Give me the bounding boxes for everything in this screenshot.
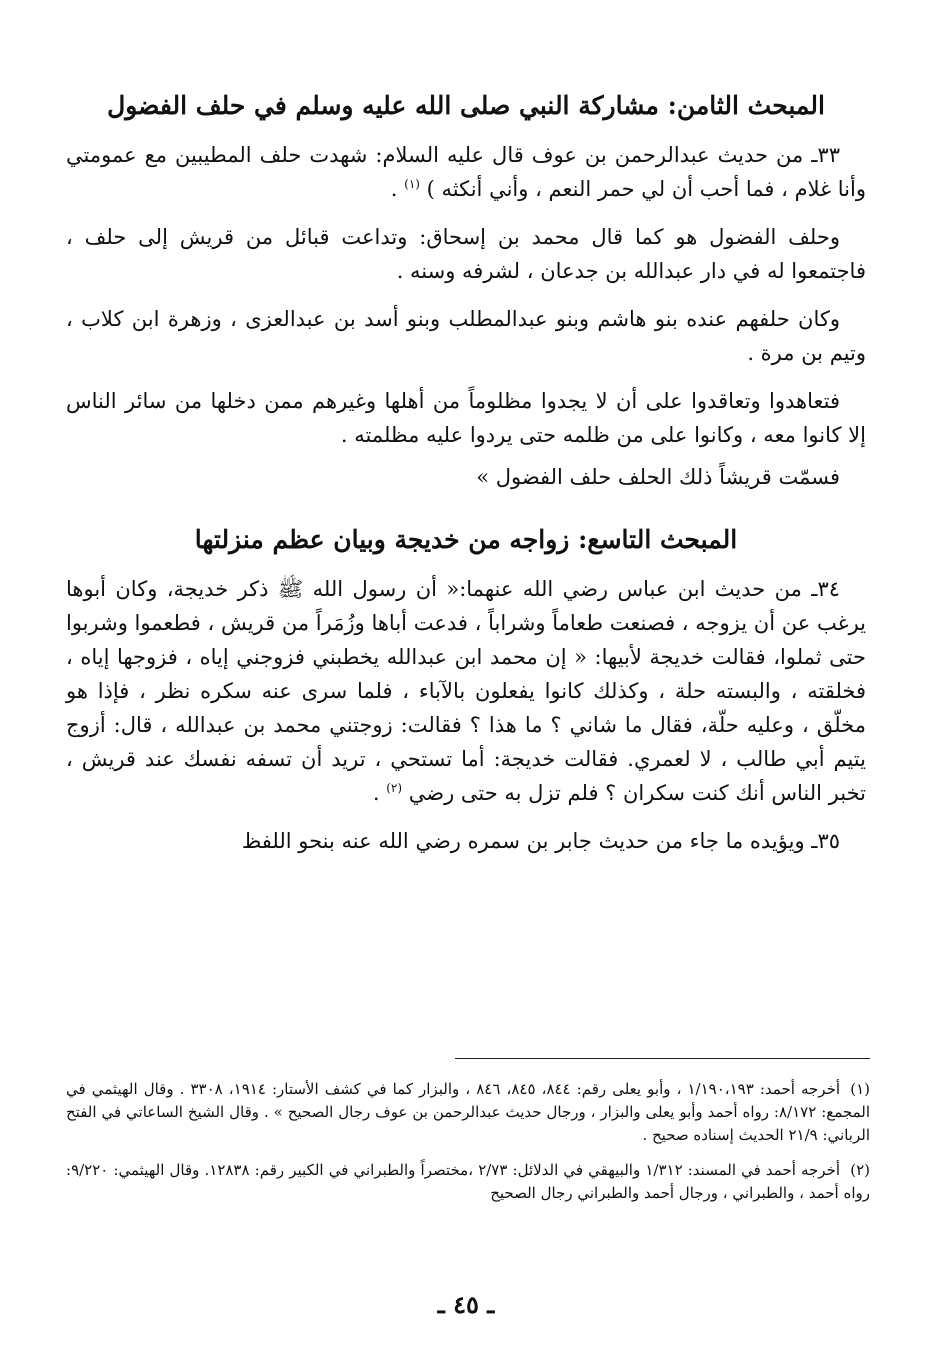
footnote-number: (١) [850,1080,871,1098]
paragraph-hilf-definition: وحلف الفضول هو كما قال محمد بن إسحاق: وتداعت قبائل من قريش إلى حلف ، فاجتمعوا له في دار عبدالله بن جدعان ، لشرفه وسنه . [66,225,866,283]
footnote-1 [66,1078,870,1147]
footnote-ref-2: (٢) [386,781,403,795]
section-heading-9: المبحث التاسع: زواجه من خديجة وبيان عظم منزلتها [194,525,738,554]
footnote-number: (٢) [850,1161,871,1179]
hadith-33-end: . [390,177,398,201]
paragraph-hilf-members: وكان حلفهم عنده بنو هاشم وبنو عبدالمطلب وبنو أسد بن عبدالعزى ، وزهرة ابن كلاب ، وتيم بن مرة . [66,307,866,365]
footnote-2 [66,1159,870,1205]
hadith-33-text: ٣٣ـ من حديث عبدالرحمن بن عوف قال عليه السلام: شهدت حلف المطيبين مع عمومتي وأنا غلام ، فما أحب أن لي حمر النعم ، وأني أنكثه ) [66,143,866,201]
section-heading-8: المبحث الثامن: مشاركة النبي صلى الله عليه وسلم في حلف الفضول [107,91,825,120]
page-body [66,84,866,872]
footnote-text: أخرجه أحمد: ١/١٩٠،١٩٣ ، وأبو يعلى رقم: ٨٤٤، ٨٤٥، ٨٤٦ ، والبزار كما في كشف الأستار: ١٩١٤، ٣٣٠٨ . وقال الهيثمي في المجمع: ٨/١٧٢: رواه أحمد وأبو يعلى والبزار ، ورجال حديث عبدالرحمن بن عوف رجال الصحيح » . وقال الشيخ الساعاتي في الفتح الرباني: ٢١/٩ الحديث إسناده صحيح . [66,1080,870,1144]
hadith-34-text: ٣٤ـ من حديث ابن عباس رضي الله عنهما:« أن رسول الله ﷺ ذكر خديجة، وكان أبوها يرغب عن أن يزوجه ، فصنعت طعاماً وشراباً ، فدعت أباها وزُمَراً من قريش ، فطعموا وشربوا حتى ثملوا، فقالت خديجة لأبيها: « إن محمد ابن عبدالله يخطبني فزوجني إياه ، فزوجها إياه ، فخلقته ، والبسته حلة ، وكذلك كانوا يفعلون بالآباء ، فلما سرى عنه سكره نظر ، فإذا هو مخلّق ، وعليه حلّة، فقال ما شاني ؟ ما هذا ؟ فقالت: زوجتني محمد بن عبدالله ، قال: أزوج يتيم أبي طالب ، لا لعمري. فقالت خديجة: أما تستحي ، تريد أن تسفه نفسك عند قريش ، تخبر الناس أنك كنت سكران ؟ فلم تزل به حتى رضي [66,577,866,805]
hadith-34-end: . [372,781,380,805]
footnote-ref-1: (١) [404,177,420,191]
footnote-separator [455,1058,870,1059]
paragraph-hilf-named: فسمّت قريشاً ذلك الحلف حلف الفضول » [476,465,840,489]
page-number: ـ ٤٥ ـ [437,1290,495,1319]
footnotes [66,1078,870,1217]
paragraph-hadith-35: ٣٥ـ ويؤيده ما جاء من حديث جابر بن سمره رضي الله عنه بنحو اللفظ [241,829,840,853]
footnote-text: أخرجه أحمد في المسند: ١/٣١٢ والبيهقي في الدلائل: ٢/٧٣ ،مختصراً والطبراني في الكبير رقم: ١٢٨٣٨. وقال الهيثمي: ٩/٢٢٠: رواه أحمد ، والطبراني ، ورجال أحمد والطبراني رجال الصحيح [66,1161,870,1202]
paragraph-hadith-34 [66,572,866,810]
paragraph-hadith-33 [66,138,866,206]
paragraph-hilf-oath: فتعاهدوا وتعاقدوا على أن لا يجدوا مظلوماً من أهلها وغيرهم ممن دخلها من سائر الناس إلا كانوا معه ، وكانوا على من ظلمه حتى يردوا عليه مظلمته . [66,389,866,447]
